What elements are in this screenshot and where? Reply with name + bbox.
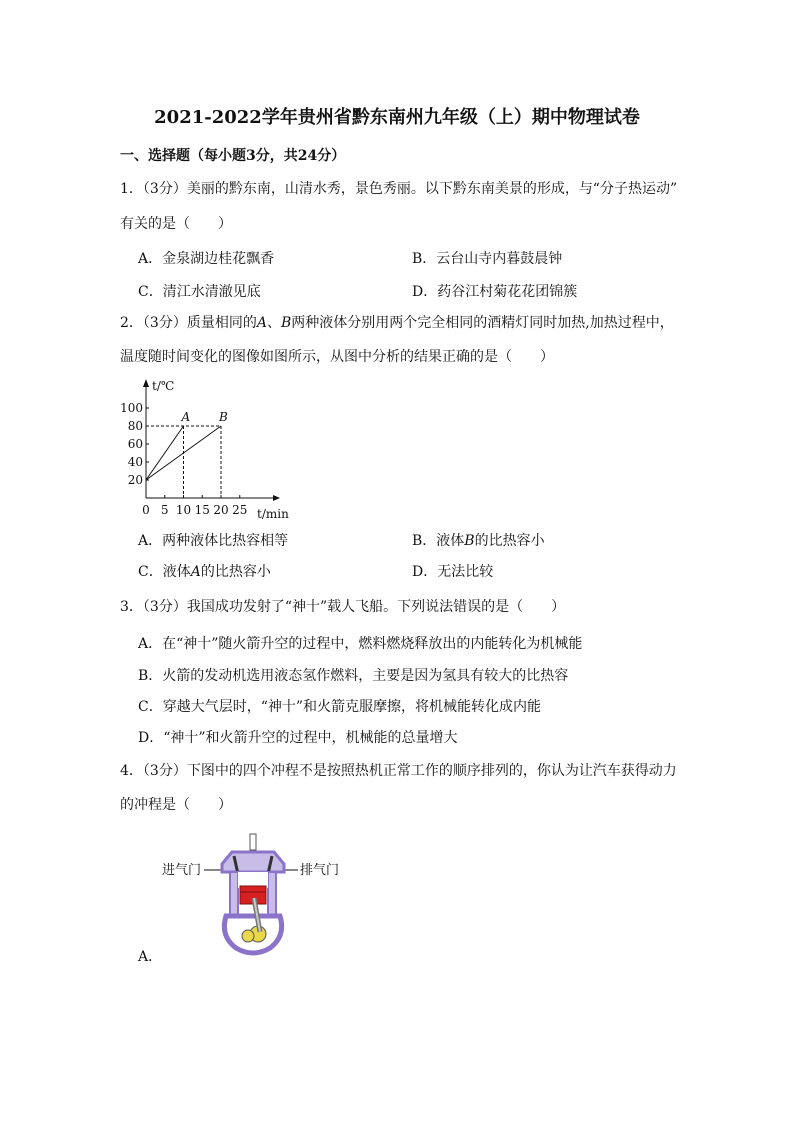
q2-option-c: C．液体A的比热容小	[138, 564, 271, 580]
q3-option-a: A．在“神十”随火箭升空的过程中，燃料燃烧释放出的内能转化为机械能	[138, 636, 583, 652]
q1-option-b: B．云台山寺内暮鼓晨钟	[412, 251, 563, 267]
q1-option-a: A．金泉湖边桂花飘香	[138, 251, 275, 267]
cylinder-head	[222, 852, 284, 872]
x-tick-label: 20	[213, 503, 229, 517]
q3-option-d: D．“神十”和火箭升空的过程中，机械能的总量增大	[138, 730, 458, 746]
x-axis-arrow	[273, 495, 280, 501]
q4-option-a: A．	[138, 949, 163, 965]
q4-stem-line2: 的冲程是（ ）	[120, 797, 232, 813]
q3-option-c: C．穿越大气层时，“神十”和火箭克服摩擦，将机械能转化成内能	[138, 699, 542, 715]
q3-option-b: B．火箭的发动机选用液态氢作燃料，主要是因为氢具有较大的比热容	[138, 668, 569, 684]
y-tick-label: 80	[127, 419, 143, 433]
engine-stroke-diagram	[160, 832, 340, 957]
section-heading: 一、选择题（每小题3分，共24分）	[120, 148, 346, 164]
series-line-A	[146, 426, 184, 480]
page-title: 2021-2022学年贵州省黔东南州九年级（上）期中物理试卷	[154, 107, 640, 128]
q4-stem-line1: 4．（3分）下图中的四个冲程不是按照热机正常工作的顺序排列的，你认为让汽车获得动力	[120, 763, 677, 779]
x-tick-label: 25	[232, 503, 248, 517]
q2-stem-line1: 2．（3分）质量相同的A、B两种液体分别用两个完全相同的酒精灯同时加热,加热过程中，	[120, 315, 674, 331]
y-tick-label: 100	[120, 401, 143, 415]
q1-option-d: D．药谷江村菊花花团锦簇	[412, 284, 578, 300]
series-label-A: A	[181, 410, 191, 424]
q2-stem-line2: 温度随时间变化的图像如图所示，从图中分析的结果正确的是（ ）	[120, 349, 554, 365]
cylinder-wall-right	[268, 872, 276, 917]
y-tick-label: 60	[127, 437, 143, 451]
q3-stem: 3．（3分）我国成功发射了“神十”载人飞船。下列说法错误的是（ ）	[120, 599, 566, 615]
y-axis-arrow	[143, 379, 149, 387]
q2-option-a: A．两种液体比热容相等	[138, 533, 289, 549]
x-tick-label: 0	[142, 503, 150, 517]
spark-plug	[250, 834, 256, 850]
cylinder-wall-left	[230, 872, 238, 917]
q1-option-c: C．清江水清澈见底	[138, 284, 261, 300]
q2-option-d: D．无法比较	[412, 564, 494, 580]
q1-stem-line2: 有关的是（ ）	[120, 216, 232, 232]
temperature-time-chart	[115, 375, 295, 525]
q1-stem-line1: 1．（3分）美丽的黔东南，山清水秀，景色秀丽。以下黔东南美景的形成，与“分子热运动”	[120, 181, 678, 197]
y-tick-label: 20	[127, 473, 143, 487]
x-tick-label: 5	[160, 503, 169, 517]
y-tick-label: 40	[127, 455, 143, 469]
x-tick-label: 15	[194, 503, 210, 517]
y-axis-label: t/℃	[152, 379, 175, 393]
exhaust-valve-label: 排气门	[300, 863, 340, 878]
intake-valve-label: 进气门	[162, 863, 202, 878]
q2-option-b: B．液体B的比热容小	[412, 533, 545, 549]
x-axis-label: t/min	[257, 507, 289, 521]
x-tick-label: 10	[175, 503, 192, 517]
series-label-B: B	[219, 410, 228, 424]
